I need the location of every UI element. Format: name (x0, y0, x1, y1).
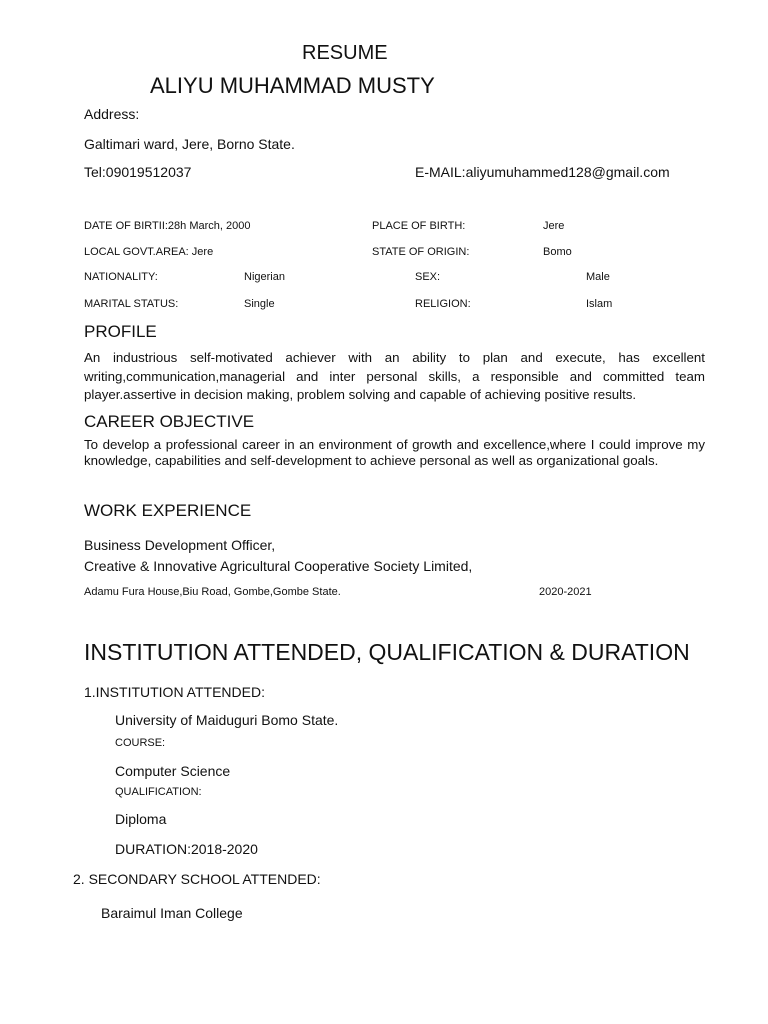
marital-status-value: Single (244, 298, 275, 310)
address-text: Galtimari ward, Jere, Borno State. (84, 136, 295, 152)
place-of-birth-value: Jere (543, 220, 565, 232)
nationality-value: Nigerian (244, 271, 285, 283)
religion-label: RELIGION: (415, 298, 471, 310)
state-of-origin-label: STATE OF ORIGIN: (372, 246, 470, 258)
work-company: Creative & Innovative Agricultural Cooperative Society Limited, (84, 558, 473, 574)
candidate-name: ALIYU MUHAMMAD MUSTY (150, 73, 435, 98)
qualification-value: Diploma (115, 811, 167, 827)
work-address: Adamu Fura House,Biu Road, Gombe,Gombe State. (84, 586, 341, 598)
local-govt-area: LOCAL GOVT.AREA: Jere (84, 246, 214, 258)
qualification-label: QUALIFICATION: (115, 786, 202, 798)
date-of-birth: DATE OF BIRTII:28h March, 2000 (84, 220, 251, 232)
work-years: 2020-2021 (539, 586, 592, 598)
marital-status-label: MARITAL STATUS: (84, 298, 179, 310)
work-role: Business Development Officer, (84, 537, 276, 553)
email: E-MAIL:aliyumuhammed128@gmail.com (415, 164, 670, 180)
religion-value: Islam (586, 298, 613, 310)
secondary-school-name: Baraimul Iman College (101, 905, 243, 921)
duration: DURATION:2018-2020 (115, 841, 258, 857)
profile-text: An industrious self-motivated achiever with an ability to plan and execute, has excellent writing,communication,managerial and inter personal skills, a responsible and committed team player.assertive in decision making, problem solving and capable of achieving positive results. (84, 350, 705, 402)
sex-value: Male (586, 271, 610, 283)
place-of-birth-label: PLACE OF BIRTH: (372, 220, 466, 232)
work-experience-heading: WORK EXPERIENCE (84, 501, 252, 520)
course-name: Computer Science (115, 763, 231, 779)
institution-name: University of Maiduguri Bomo State. (115, 712, 339, 728)
nationality-label: NATIONALITY: (84, 271, 158, 283)
telephone: Tel:09019512037 (84, 164, 192, 180)
course-label: COURSE: (115, 737, 166, 749)
resume-title: RESUME (302, 42, 388, 64)
career-objective-heading: CAREER OBJECTIVE (84, 412, 255, 431)
state-of-origin-value: Bomo (543, 246, 572, 258)
address-label: Address: (84, 106, 140, 122)
profile-heading: PROFILE (84, 322, 157, 341)
career-objective-text: To develop a professional career in an environment of growth and excellence,where I could improve my knowledge, capabilities and self-development to achieve personal as well as organizational goals. (84, 437, 705, 468)
institution-attended-label: 1.INSTITUTION ATTENDED: (84, 684, 265, 700)
education-heading: INSTITUTION ATTENDED, QUALIFICATION & DURATION (84, 639, 690, 665)
secondary-school-label: 2. SECONDARY SCHOOL ATTENDED: (73, 871, 321, 887)
sex-label: SEX: (415, 271, 441, 283)
